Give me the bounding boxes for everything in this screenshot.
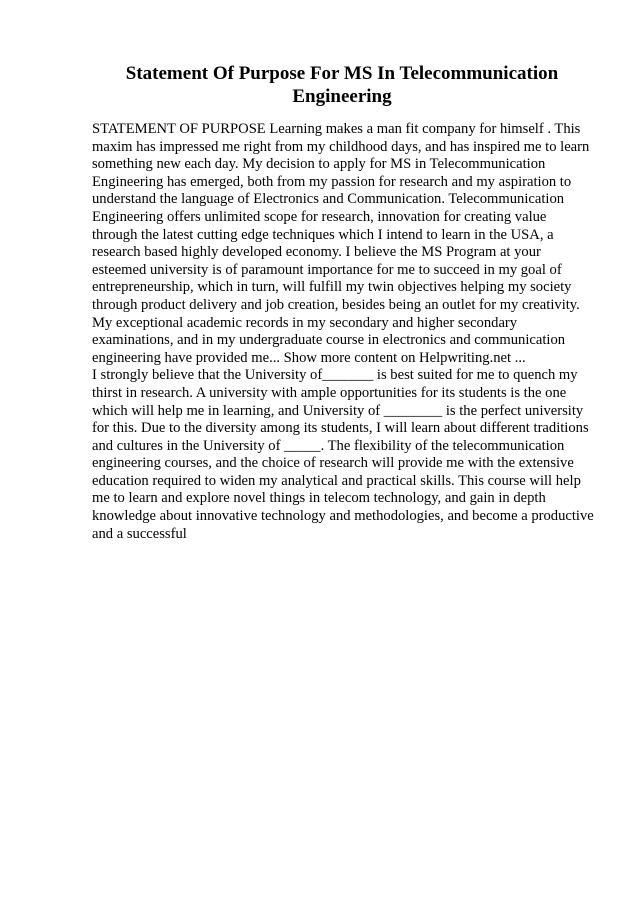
body-line: something new each day. My decision to apply for MS in Telecommunication: [92, 156, 546, 173]
body-line: Engineering has emerged, both from my passion for research and my aspiration to: [92, 173, 572, 190]
body-line: Engineering offers unlimited scope for research, innovation for creating value: [92, 208, 547, 225]
body-line: I strongly believe that the University of_______ is best suited for me to quench my: [92, 367, 578, 384]
body-line: me to learn and explore novel things in telecom technology, and gain in depth: [92, 490, 546, 507]
body-line: esteemed university is of paramount importance for me to succeed in my goal of: [92, 261, 562, 278]
body-line: and a successful: [92, 525, 187, 542]
body-line: knowledge about innovative technology and methodologies, and become a productive: [92, 508, 594, 525]
title-line-2: Engineering: [292, 86, 392, 107]
body-line: maxim has impressed me right from my childhood days, and has inspired me to learn: [92, 138, 590, 155]
body-line: STATEMENT OF PURPOSE Learning makes a man fit company for himself . This: [92, 121, 581, 137]
body-line: for this. Due to the diversity among its students, I will learn about different traditions: [92, 420, 589, 437]
title-line-1: Statement Of Purpose For MS In Telecommunication: [125, 63, 559, 84]
body-line: and cultures in the University of _____. The flexibility of the telecommunication: [92, 437, 565, 454]
body-line: My exceptional academic records in my secondary and higher secondary: [92, 314, 518, 331]
body-line: understand the language of Electronics and Communication. Telecommunication: [92, 191, 565, 208]
document-body: [92, 121, 602, 543]
body-line: entrepreneurship, which in turn, will fulfill my twin objectives helping my society: [92, 279, 572, 296]
body-line: education required to widen my analytical and practical skills. This course will help: [92, 472, 581, 489]
body-line: engineering courses, and the choice of research will provide me with the extensive: [92, 455, 574, 472]
body-line: thirst in research. A university with ample opportunities for its students is the one: [92, 384, 567, 401]
body-line: research based highly developed economy. I believe the MS Program at your: [92, 244, 541, 261]
body-line: engineering have provided me... Show more content on Helpwriting.net ...: [92, 349, 526, 366]
body-line: which will help me in learning, and University of ________ is the perfect university: [92, 402, 584, 419]
body-line: examinations, and in my undergraduate course in electronics and communication: [92, 332, 566, 349]
body-line: through product delivery and job creation, besides being an outlet for my creativity.: [92, 296, 580, 313]
body-line: through the latest cutting edge techniques which I intend to learn in the USA, a: [92, 226, 554, 243]
document-title: [92, 62, 592, 108]
